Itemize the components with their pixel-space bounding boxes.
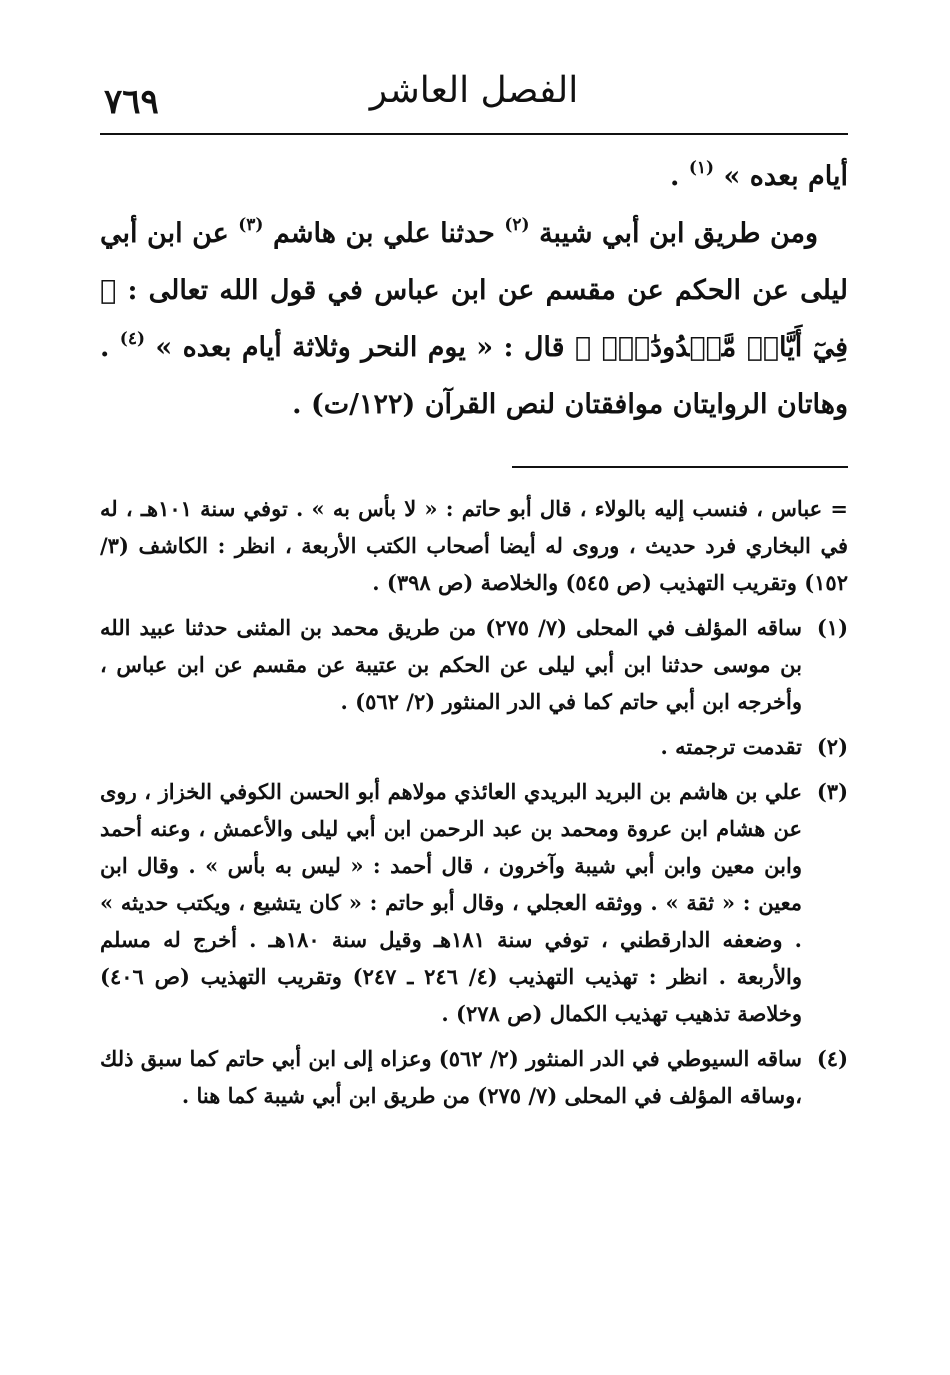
footnote-4-number: (٤): [816, 1046, 848, 1071]
paragraph-2: [100, 205, 848, 433]
running-head: الفصل العاشر: [369, 70, 579, 111]
footnote-separator: [512, 466, 848, 468]
page-header: [100, 62, 848, 132]
paragraph-2-part-d: . وهاتان الروايتان موافقتان لنص القرآن (١٢٢/ت) .: [100, 332, 848, 420]
footnote-3-number: (٣): [816, 779, 848, 804]
footnote-3: [100, 773, 848, 1032]
footnote-2-text: تقدمت ترجمته .: [660, 734, 802, 759]
paragraph-1: [100, 148, 848, 205]
footnote-4-text: ساقه السيوطي في الدر المنثور (٢/ ٥٦٢) وعزاه إلى ابن أبي حاتم كما سبق ذلك ،وساقه المؤلف في المحلى (٧/ ٢٧٥) من طريق ابن أبي شيبة كما هنا .: [100, 1046, 802, 1108]
paragraph-2-part-a: ومن طريق ابن أبي شيبة: [529, 218, 819, 249]
footnotes: [100, 490, 848, 1122]
footnote-ref-4: (٤): [119, 329, 145, 349]
footnote-1-text: ساقه المؤلف في المحلى (٧/ ٢٧٥) من طريق محمد بن المثنى حدثنا عبيد الله بن موسى حدثنا ابن أبي ليلى عن الحكم بن عتيبة عن مقسم عن ابن عباس ، وأخرجه ابن أبي حاتم كما في الدر المنثور (٢/ ٥٦٢) .: [100, 615, 802, 714]
paragraph-1-text: أيام بعده »: [723, 161, 848, 192]
footnote-3-text: علي بن هاشم بن البريد البريدي العائذي مولاهم أبو الحسن الكوفي الخزاز ، روى عن هشام ابن عروة ومحمد بن عبد الرحمن ابن أبي ليلى والأعمش ، وعنه أحمد وابن معين وابن أبي شيبة وآخرون ، قال أحمد : « ليس به بأس » . وقال ابن معين : « ثقة » . ووثقه العجلي ، وقال أبو حاتم : « كان يتشيع ، ويكتب حديثه » . وضعفه الدارقطني ، توفي سنة ١٨١هـ وقيل سنة ١٨٠هـ . أخرج له مسلم والأربعة . انظر : تهذيب التهذيب (٤/ ٢٤٦ ـ ٢٤٧) وتقريب التهذيب (ص ٤٠٦) وخلاصة تذهيب تهذيب الكمال (ص ٢٧٨) .: [100, 779, 803, 1026]
footnote-4: [100, 1040, 848, 1114]
paragraph-2-part-c: عن ابن أبي ليلى عن الحكم عن مقسم عن ابن عباس في قول الله تعالى : ﴿ فِيٓ أَيَّامٖ مَّعۡدُودَٰتٖۚ ﴾ قال : « يوم النحر وثلاثة أيام بعده »: [100, 218, 848, 363]
page-number: ٧٦٩: [104, 82, 159, 122]
footnote-1-number: (١): [816, 615, 848, 640]
footnote-2: [100, 728, 848, 765]
header-rule: [100, 133, 848, 135]
footnote-2-number: (٢): [816, 734, 848, 759]
footnote-ref-1: (١): [688, 158, 715, 178]
paragraph-2-part-b: حدثنا علي بن هاشم: [263, 218, 505, 249]
footnote-ref-3: (٣): [238, 215, 264, 235]
paragraph-1-end: .: [670, 161, 689, 192]
footnote-continuation: = عباس ، فنسب إليه بالولاء ، قال أبو حاتم : « لا بأس به » . توفي سنة ١٠١هـ ، له في البخاري فرد حديث ، وروى له أيضا أصحاب الكتب الأربعة ، انظر : الكاشف (٣/ ١٥٢) وتقريب التهذيب (ص ٥٤٥) والخلاصة (ص ٣٩٨) .: [100, 496, 848, 595]
footnote-ref-2: (٢): [504, 215, 530, 235]
main-text: [100, 148, 848, 433]
footnote-1: [100, 609, 848, 720]
